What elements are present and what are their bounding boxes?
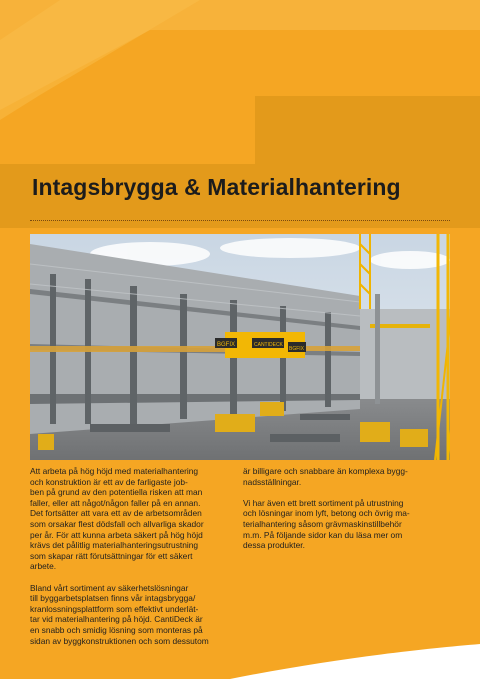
title-band-extension: [255, 96, 480, 166]
photo-sign-3: BGFIX: [289, 346, 305, 352]
photo-sign-1: BGFIX: [217, 342, 236, 348]
body-paragraph: Bland vårt sortiment av säkerhetslösningar till byggarbetsplatsen finns vår intagsbrygga/ kranlossningsplattform som effektivt underlät- tar vid materialhantering på höjd. CantiDeck är en snabb och smidig lösning som monteras på sidan av byggkonstruktionen och som dessutom: [30, 582, 209, 646]
photo-sign-2: CANTIDECK: [254, 342, 283, 348]
body-paragraph: Att arbeta på hög höjd med materialhantering och konstruktion är ett av de farligaste job- ben på grund av den potentiella risken att man faller, eller att något/någon faller på en annan. Det fortsätter att vara ett av de arbetsområden som orsakar flest dödsfall och allvarliga skador per år. För att kunna arbeta säkert på hög höjd krävs det pålitlig materialhanteringsutrustning som skapar rätt förutsättningar för ett säkert arbete.: [30, 466, 204, 572]
bottom-curve-decoration: [0, 619, 480, 679]
body-column-right: [243, 466, 455, 561]
body-paragraph: Vi har även ett brett sortiment på utrustning och lösningar inom lyft, betong och övrig ma- terialhantering såsom grävmaskinstillbehör m.m. På följande sidor kan du läsa mer om dessa produkter.: [243, 497, 410, 551]
body-paragraph: är billigare och snabbare än komplexa bygg- nadsställningar.: [243, 466, 408, 487]
dotted-divider: [30, 220, 450, 221]
construction-site-photo: [30, 234, 450, 460]
page-title: Intagsbrygga & Materialhantering: [32, 174, 401, 200]
